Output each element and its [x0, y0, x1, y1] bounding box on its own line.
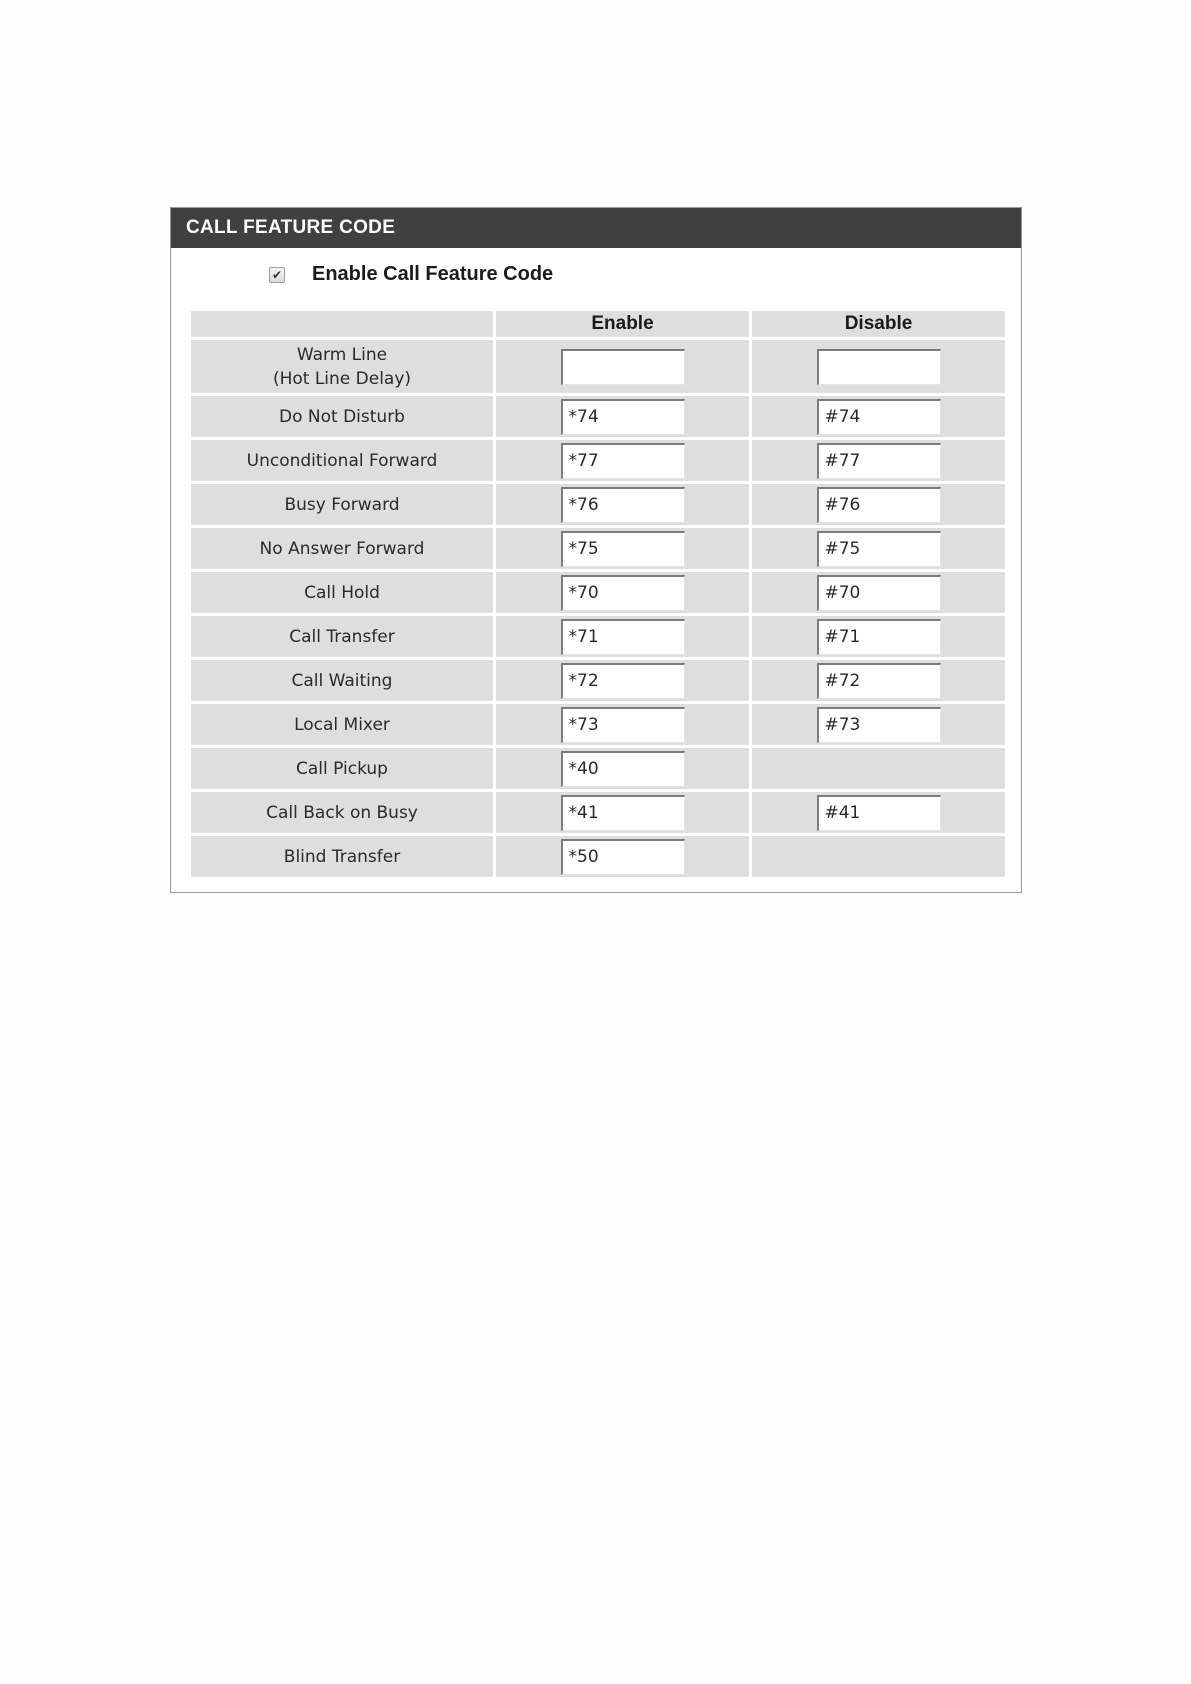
- feature-name-cell: [191, 748, 493, 789]
- disable-code-cell: [752, 704, 1005, 745]
- disable-code-input[interactable]: #75: [817, 531, 941, 567]
- feature-name-label: Call Back on Busy: [266, 802, 418, 823]
- disable-code-input[interactable]: #77: [817, 443, 941, 479]
- column-header-disable: Disable: [752, 311, 1005, 337]
- feature-name-cell: [191, 616, 493, 657]
- feature-name-cell: [191, 704, 493, 745]
- table-row: [191, 484, 1005, 525]
- disable-code-input[interactable]: #74: [817, 399, 941, 435]
- disable-code-cell: [752, 340, 1005, 393]
- feature-name-label: Local Mixer: [294, 714, 390, 735]
- disable-code-cell: [752, 484, 1005, 525]
- enable-code-cell: [496, 396, 749, 437]
- table-row: [191, 792, 1005, 833]
- disable-code-cell: [752, 660, 1005, 701]
- enable-call-feature-code-checkbox[interactable]: ✔: [269, 267, 285, 283]
- enable-code-input[interactable]: [561, 349, 685, 385]
- table-row: [191, 396, 1005, 437]
- enable-code-input[interactable]: *77: [561, 443, 685, 479]
- enable-code-cell: [496, 484, 749, 525]
- feature-name-cell: [191, 340, 493, 393]
- table-row: [191, 572, 1005, 613]
- enable-code-input[interactable]: *75: [561, 531, 685, 567]
- enable-code-input[interactable]: *73: [561, 707, 685, 743]
- disable-code-input[interactable]: [817, 349, 941, 385]
- feature-name-cell: [191, 572, 493, 613]
- feature-name-cell: [191, 528, 493, 569]
- disable-code-cell: [752, 528, 1005, 569]
- feature-name-label: Warm Line: [296, 344, 388, 365]
- enable-code-cell: [496, 440, 749, 481]
- enable-row: [171, 248, 1021, 306]
- disable-code-input[interactable]: #41: [817, 795, 941, 831]
- feature-name-label: Call Transfer: [289, 626, 395, 647]
- enable-code-cell: [496, 836, 749, 877]
- table-row: [191, 748, 1005, 789]
- table-row: [191, 704, 1005, 745]
- feature-name-label: No Answer Forward: [259, 538, 425, 559]
- disable-code-cell: [752, 836, 1005, 877]
- enable-code-input[interactable]: *72: [561, 663, 685, 699]
- disable-code-input[interactable]: #72: [817, 663, 941, 699]
- table-row: [191, 340, 1005, 393]
- feature-name-label: Blind Transfer: [283, 846, 401, 867]
- enable-code-input[interactable]: *40: [561, 751, 685, 787]
- enable-code-cell: [496, 660, 749, 701]
- enable-code-cell: [496, 748, 749, 789]
- enable-code-cell: [496, 792, 749, 833]
- enable-code-input[interactable]: *76: [561, 487, 685, 523]
- table-row: [191, 528, 1005, 569]
- disable-code-input[interactable]: #76: [817, 487, 941, 523]
- feature-name-label: Call Pickup: [296, 758, 388, 779]
- enable-code-cell: [496, 340, 749, 393]
- enable-code-input[interactable]: *41: [561, 795, 685, 831]
- table-row: [191, 660, 1005, 701]
- feature-name-label: Call Waiting: [291, 670, 393, 691]
- feature-name-cell: [191, 792, 493, 833]
- disable-code-cell: [752, 748, 1005, 789]
- table-row: [191, 440, 1005, 481]
- enable-code-cell: [496, 704, 749, 745]
- feature-name-label: (Hot Line Delay): [272, 368, 412, 389]
- column-header-feature: [191, 311, 493, 337]
- feature-name-label: Busy Forward: [284, 494, 400, 515]
- feature-name-cell: [191, 396, 493, 437]
- table-header-row: [191, 311, 1005, 337]
- table-row: [191, 836, 1005, 877]
- enable-code-input[interactable]: *71: [561, 619, 685, 655]
- disable-code-input[interactable]: #71: [817, 619, 941, 655]
- call-feature-code-panel: [170, 207, 1022, 893]
- enable-call-feature-code-label: Enable Call Feature Code: [312, 263, 554, 285]
- feature-name-label: Do Not Disturb: [279, 406, 405, 427]
- feature-name-label: Call Hold: [304, 582, 380, 603]
- column-header-enable: Enable: [496, 311, 749, 337]
- disable-code-cell: [752, 572, 1005, 613]
- feature-code-table: [188, 308, 1008, 880]
- enable-code-input[interactable]: *70: [561, 575, 685, 611]
- table-row: [191, 616, 1005, 657]
- feature-name-cell: [191, 660, 493, 701]
- disable-code-cell: [752, 396, 1005, 437]
- enable-code-cell: [496, 528, 749, 569]
- panel-title: CALL FEATURE CODE: [171, 208, 1021, 248]
- enable-code-input[interactable]: *74: [561, 399, 685, 435]
- disable-code-cell: [752, 792, 1005, 833]
- feature-name-label: Unconditional Forward: [246, 450, 438, 471]
- enable-code-cell: [496, 616, 749, 657]
- feature-name-cell: [191, 440, 493, 481]
- disable-code-cell: [752, 616, 1005, 657]
- feature-name-cell: [191, 836, 493, 877]
- disable-code-cell: [752, 440, 1005, 481]
- disable-code-input[interactable]: #73: [817, 707, 941, 743]
- enable-code-input[interactable]: *50: [561, 839, 685, 875]
- disable-code-input[interactable]: #70: [817, 575, 941, 611]
- enable-code-cell: [496, 572, 749, 613]
- feature-name-cell: [191, 484, 493, 525]
